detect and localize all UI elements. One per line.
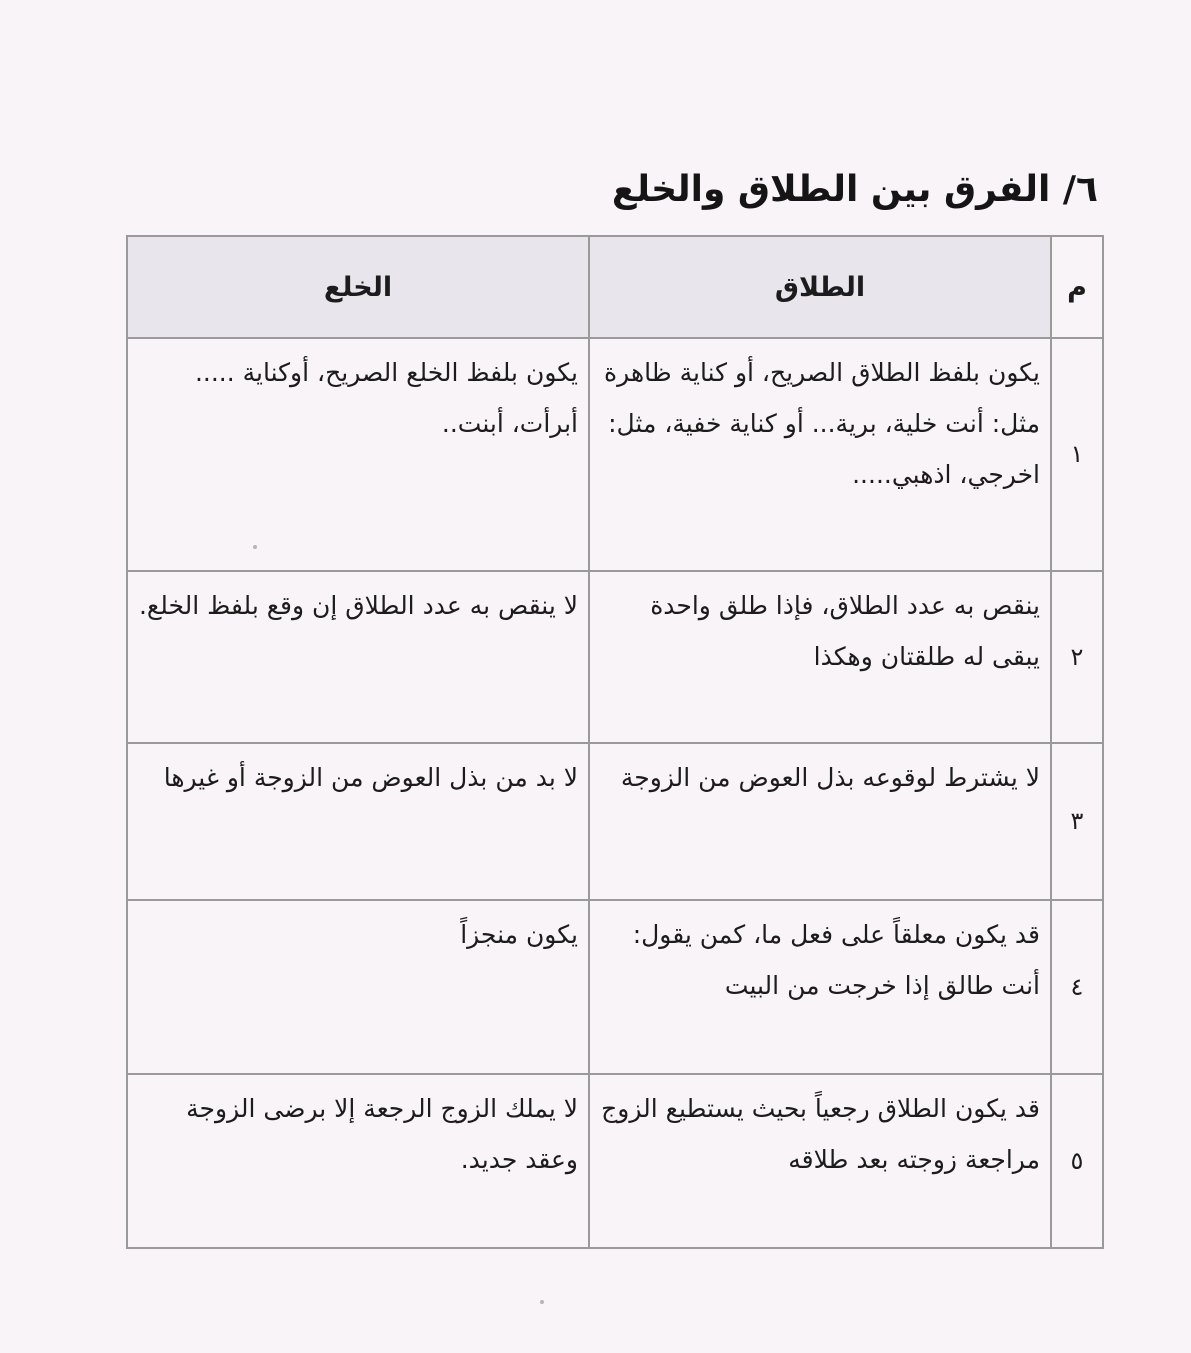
paper-speck bbox=[540, 1300, 544, 1304]
row-number: ٥ bbox=[1051, 1074, 1103, 1248]
paper-speck bbox=[253, 545, 257, 549]
talaq-cell: يكون بلفظ الطلاق الصريح، أو كناية ظاهرة مثل: أنت خلية، برية... أو كناية خفية، مثل: اخرجي، اذهبي..... bbox=[589, 338, 1051, 571]
table-row bbox=[127, 743, 1103, 900]
talaq-cell: لا يشترط لوقوعه بذل العوض من الزوجة bbox=[589, 743, 1051, 900]
column-header-talaq: الطلاق bbox=[589, 236, 1051, 338]
khul-cell: لا ينقص به عدد الطلاق إن وقع بلفظ الخلع. bbox=[127, 571, 589, 743]
row-number: ٢ bbox=[1051, 571, 1103, 743]
row-number: ١ bbox=[1051, 338, 1103, 571]
row-number: ٣ bbox=[1051, 743, 1103, 900]
khul-cell: لا يملك الزوج الرجعة إلا برضى الزوجة وعقد جديد. bbox=[127, 1074, 589, 1248]
khul-cell: لا بد من بذل العوض من الزوجة أو غيرها bbox=[127, 743, 589, 900]
table-row bbox=[127, 900, 1103, 1074]
talaq-cell: قد يكون معلقاً على فعل ما، كمن يقول: أنت طالق إذا خرجت من البيت bbox=[589, 900, 1051, 1074]
talaq-cell: ينقص به عدد الطلاق، فإذا طلق واحدة يبقى له طلقتان وهكذا bbox=[589, 571, 1051, 743]
table-row bbox=[127, 338, 1103, 571]
table-header-row bbox=[127, 236, 1103, 338]
table-row bbox=[127, 571, 1103, 743]
row-number: ٤ bbox=[1051, 900, 1103, 1074]
khul-cell: يكون منجزاً bbox=[127, 900, 589, 1074]
comparison-table bbox=[126, 235, 1104, 1249]
page-title: ٦/ الفرق بين الطلاق والخلع bbox=[611, 169, 1098, 210]
table-row bbox=[127, 1074, 1103, 1248]
column-header-number: م bbox=[1051, 236, 1103, 338]
column-header-khul: الخلع bbox=[127, 236, 589, 338]
khul-cell: يكون بلفظ الخلع الصريح، أوكناية ..... أبرأت، أبنت.. bbox=[127, 338, 589, 571]
talaq-cell: قد يكون الطلاق رجعياً بحيث يستطيع الزوج مراجعة زوجته بعد طلاقه bbox=[589, 1074, 1051, 1248]
